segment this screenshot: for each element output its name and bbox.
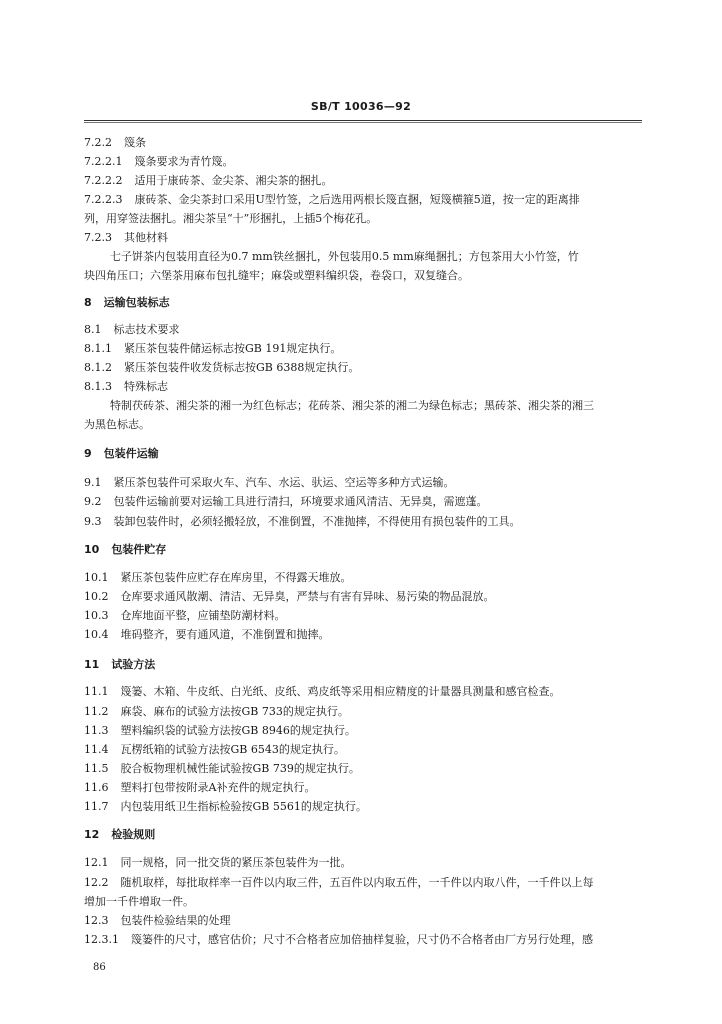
section-number: 9 bbox=[84, 447, 92, 460]
clause-text: 瓦楞纸箱的试验方法按GB 6543的规定执行。 bbox=[120, 743, 345, 756]
clause-text: 特殊标志 bbox=[124, 380, 168, 393]
clause-number: 11.1 bbox=[84, 685, 109, 698]
clause-line bbox=[84, 136, 146, 150]
clause-text: 列，用穿签法捆扎。湘尖茶呈“十”形捆扎，上插5个梅花孔。 bbox=[84, 212, 378, 225]
clause-line-continued bbox=[84, 212, 377, 226]
clause-number: 11.6 bbox=[84, 781, 109, 794]
clause-line bbox=[84, 705, 349, 719]
clause-text: 装卸包装件时，必须轻搬轻放，不准倒置，不准抛摔，不得使用有损包装件的工具。 bbox=[113, 515, 521, 528]
section-heading bbox=[84, 447, 159, 461]
clause-number: 10.4 bbox=[84, 628, 109, 641]
section-number: 10 bbox=[84, 543, 100, 556]
clause-text: 包装件运输前要对运输工具进行清扫，环境要求通风清洁、无异臭，需遮蓬。 bbox=[113, 495, 488, 508]
clause-number: 9.1 bbox=[84, 476, 102, 489]
clause-number: 8.1.1 bbox=[84, 342, 112, 355]
clause-line bbox=[84, 361, 359, 375]
section-title: 运输包装标志 bbox=[103, 296, 170, 309]
clause-number: 12.3 bbox=[84, 914, 109, 927]
clause-number: 12.3.1 bbox=[84, 933, 119, 946]
clause-text: 特制茯砖茶、湘尖茶的湘一为红色标志；花砖茶、湘尖茶的湘二为绿色标志；黑砖茶、湘尖茶的湘三 bbox=[110, 399, 594, 412]
clause-line bbox=[84, 495, 488, 509]
clause-number: 7.2.2.1 bbox=[84, 155, 123, 168]
clause-line bbox=[84, 590, 495, 604]
clause-line-continued bbox=[84, 895, 194, 909]
clause-number: 7.2.2 bbox=[84, 136, 112, 149]
clause-text: 麻袋、麻布的试验方法按GB 733的规定执行。 bbox=[120, 705, 349, 718]
clause-number: 8.1.3 bbox=[84, 380, 112, 393]
clause-number: 11.2 bbox=[84, 705, 109, 718]
clause-line bbox=[84, 174, 332, 188]
section-heading bbox=[84, 658, 155, 672]
section-heading bbox=[84, 296, 170, 310]
clause-number: 7.2.3 bbox=[84, 231, 112, 244]
clause-number: 11.4 bbox=[84, 743, 109, 756]
clause-line bbox=[84, 933, 593, 947]
clause-line bbox=[84, 762, 360, 776]
clause-line bbox=[84, 800, 367, 814]
clause-number: 8.1 bbox=[84, 323, 102, 336]
clause-line bbox=[84, 571, 352, 585]
clause-text: 同一规格，同一批交货的紧压茶包装件为一批。 bbox=[120, 856, 352, 869]
clause-text: 标志技术要求 bbox=[113, 323, 180, 336]
section-title: 试验方法 bbox=[111, 658, 156, 671]
clause-text: 紧压茶包装件储运标志按GB 191规定执行。 bbox=[124, 342, 342, 355]
clause-line bbox=[84, 193, 580, 207]
clause-text: 仓库地面平整，应铺垫防潮材料。 bbox=[120, 609, 286, 622]
clause-text: 紧压茶包装件收发货标志按GB 6388规定执行。 bbox=[124, 361, 360, 374]
clause-number: 12.2 bbox=[84, 876, 109, 889]
clause-text: 塑料编织袋的试验方法按GB 8946的规定执行。 bbox=[120, 724, 356, 737]
clause-number: 8.1.2 bbox=[84, 361, 112, 374]
clause-number: 10.3 bbox=[84, 609, 109, 622]
clause-text: 紧压茶包装件可采取火车、汽车、水运、驮运、空运等多种方式运输。 bbox=[113, 476, 455, 489]
section-title: 包装件运输 bbox=[103, 447, 159, 460]
clause-text: 仓库要求通风散潮、清洁、无异臭，严禁与有害有异味、易污染的物品混放。 bbox=[120, 590, 495, 603]
clause-line bbox=[84, 914, 231, 928]
clause-text: 篾篓、木箱、牛皮纸、白光纸、皮纸、鸡皮纸等采用相应精度的计量器具测量和感官检查。 bbox=[120, 685, 561, 698]
section-title: 检验规则 bbox=[111, 828, 156, 841]
standard-code-header: SB/T 10036—92 bbox=[310, 100, 412, 113]
clause-text: 堆码整齐，要有通风道，不准倒置和抛摔。 bbox=[120, 628, 330, 641]
clause-line bbox=[84, 380, 168, 394]
clause-number: 12.1 bbox=[84, 856, 109, 869]
clause-number: 10.2 bbox=[84, 590, 109, 603]
clause-line bbox=[84, 685, 561, 699]
clause-text: 内包装用纸卫生指标检验按GB 5561的规定执行。 bbox=[120, 800, 367, 813]
clause-text: 塑料打包带按附录A补充件的规定执行。 bbox=[120, 781, 316, 794]
clause-text: 随机取样，每批取样率一百件以内取三件，五百件以内取五件，一千件以内取八件，一千件以上每 bbox=[120, 876, 594, 889]
clause-text: 其他材料 bbox=[124, 231, 168, 244]
clause-number: 9.2 bbox=[84, 495, 102, 508]
clause-line bbox=[84, 342, 341, 356]
clause-number: 9.3 bbox=[84, 515, 102, 528]
clause-text: 紧压茶包装件应贮存在库房里，不得露天堆放。 bbox=[120, 571, 352, 584]
page-number: 86 bbox=[93, 962, 106, 973]
clause-line bbox=[84, 323, 180, 337]
clause-number: 11.5 bbox=[84, 762, 109, 775]
clause-text: 康砖茶、金尖茶封口采用U型竹签，之后选用两根长篾直捆，短篾横箍5道，按一定的距离排 bbox=[134, 193, 580, 206]
clause-number: 11.7 bbox=[84, 800, 109, 813]
clause-line bbox=[84, 781, 315, 795]
clause-line bbox=[84, 476, 455, 490]
section-heading bbox=[84, 543, 166, 557]
header-rule-secondary bbox=[84, 122, 642, 123]
clause-text: 七子饼茶内包装用直径为0.7 mm铁丝捆扎，外包装用0.5 mm麻绳捆扎；方包茶用大小竹签，竹 bbox=[110, 250, 579, 263]
paragraph-line-continued bbox=[84, 269, 469, 283]
clause-number: 10.1 bbox=[84, 571, 109, 584]
clause-number: 7.2.2.2 bbox=[84, 174, 123, 187]
clause-line bbox=[84, 515, 521, 529]
clause-line bbox=[84, 876, 594, 890]
clause-text: 篾条 bbox=[124, 136, 146, 149]
clause-text: 胶合板物理机械性能试验按GB 739的规定执行。 bbox=[120, 762, 360, 775]
section-heading bbox=[84, 828, 155, 842]
clause-line bbox=[84, 155, 233, 169]
clause-text: 增加一千件增取一件。 bbox=[84, 895, 194, 908]
section-title: 包装件贮存 bbox=[111, 543, 167, 556]
clause-text: 篾条要求为青竹篾。 bbox=[134, 155, 234, 168]
section-number: 11 bbox=[84, 658, 100, 671]
header-rule bbox=[84, 120, 642, 121]
clause-line bbox=[84, 724, 356, 738]
clause-number: 11.3 bbox=[84, 724, 109, 737]
clause-text: 篾篓件的尺寸，感官估价；尺寸不合格者应加倍抽样复验，尺寸仍不合格者由厂方另行处理，感 bbox=[131, 933, 593, 946]
paragraph-line bbox=[110, 250, 579, 264]
clause-text: 为黑色标志。 bbox=[84, 418, 150, 431]
clause-text: 包装件检验结果的处理 bbox=[120, 914, 231, 927]
clause-line bbox=[84, 628, 330, 642]
clause-line bbox=[84, 609, 286, 623]
clause-text: 适用于康砖茶、金尖茶、湘尖茶的捆扎。 bbox=[134, 174, 333, 187]
clause-number: 7.2.2.3 bbox=[84, 193, 123, 206]
clause-line bbox=[84, 231, 168, 245]
clause-text: 块四角压口；六堡茶用麻布包扎缝牢；麻袋或塑料编织袋，卷袋口，双复缝合。 bbox=[84, 269, 469, 282]
clause-line bbox=[84, 856, 352, 870]
paragraph-line-continued bbox=[84, 418, 150, 432]
clause-line bbox=[84, 743, 345, 757]
section-number: 8 bbox=[84, 296, 92, 309]
paragraph-line bbox=[110, 399, 594, 413]
section-number: 12 bbox=[84, 828, 100, 841]
